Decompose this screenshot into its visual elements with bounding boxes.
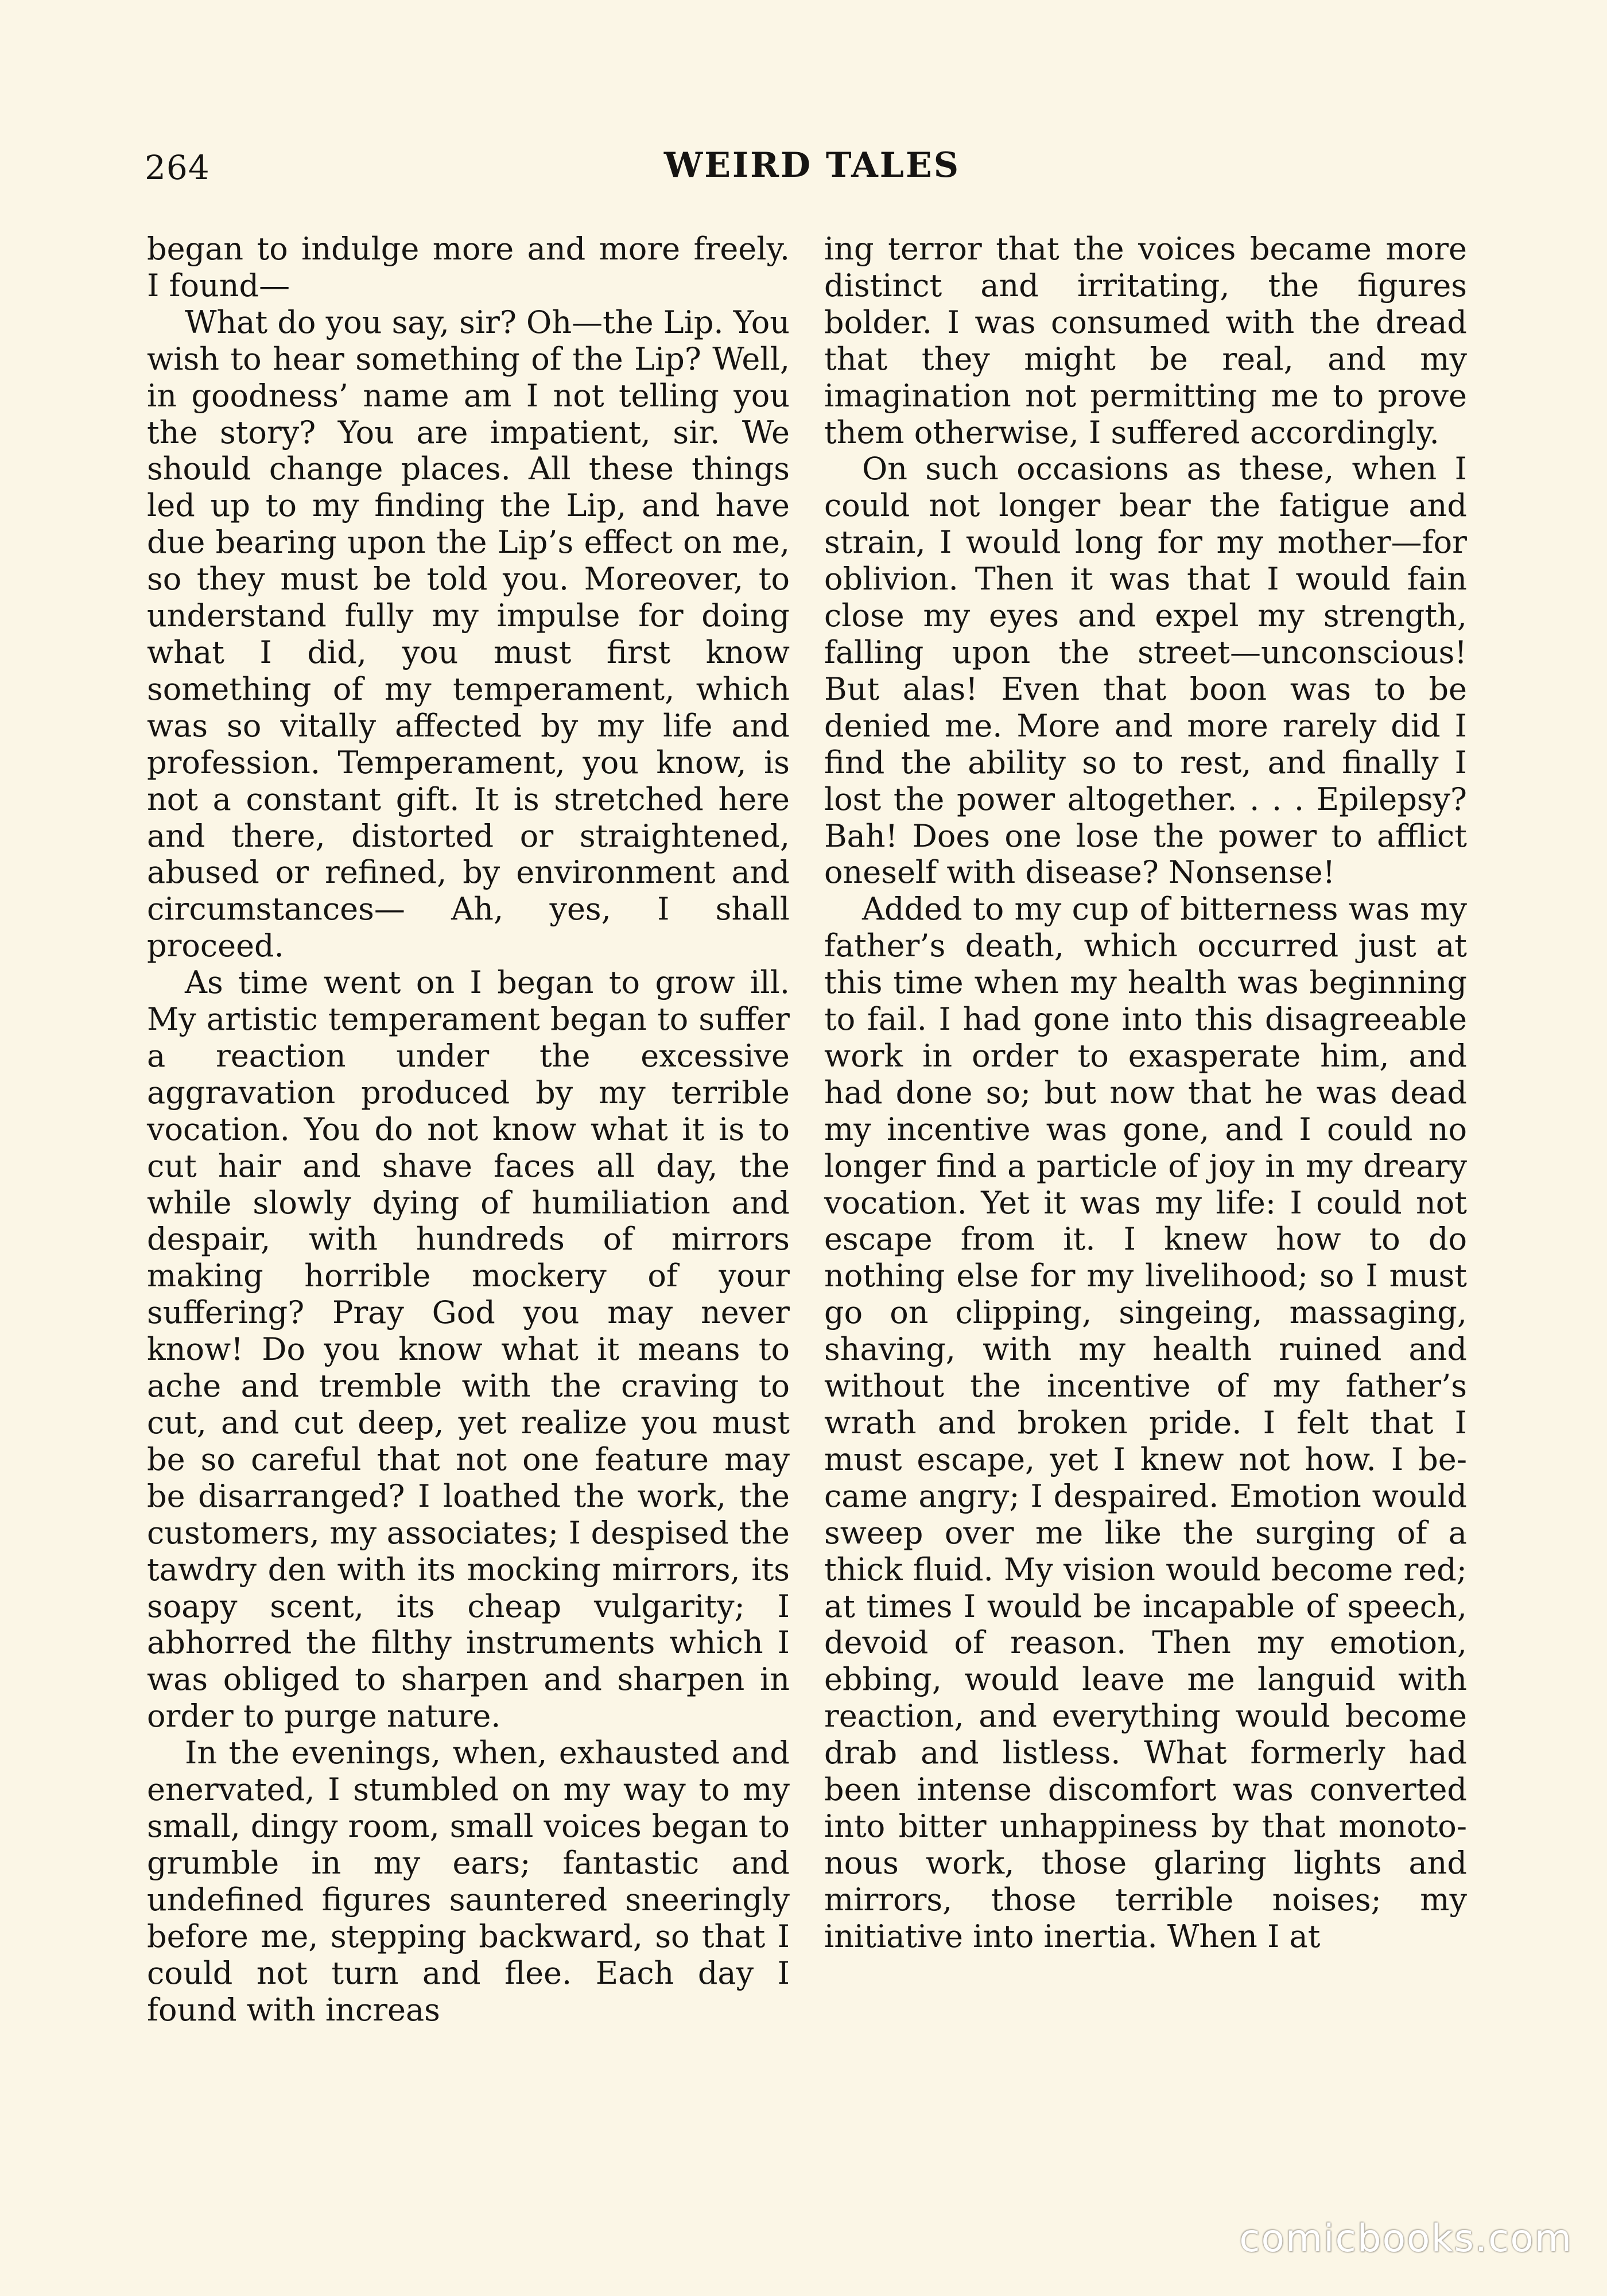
running-head: WEIRD TALES [663,145,961,185]
page-number: 264 [145,148,210,187]
right-column [824,231,1467,1955]
paragraph: In the evenings, when, exhausted and enervated, I stumbled on my way to my small, dingy room, small voices began to grumble in my ears; fantastic and undefined figures sauntered sneeringly before me, stepping backward, so that I could not turn and flee. Each day I found with increas [147,1735,790,2028]
paragraph: ing terror that the voices became more distinct and irritating, the figures bolder. I was consumed with the dread that they might be real, and my imagination not permitting me to prove them otherwise, I suffered accordingly. [824,231,1467,451]
paragraph: Added to my cup of bitterness was my father’s death, which occurred just at this time when my health was beginning to fail. I had gone into this disagreeable work in order to exasperate him, and had done so; but now that he was dead my incentive was gone, and I could no longer find a particle of joy in my dreary vocation. Yet it was my life: I could not escape from it. I knew how to do nothing else for my livelihood; so I must go on clipping, singeing, massaging, shaving, with my health ruined and without the incentive of my father’s wrath and broken pride. I felt that I must escape, yet I knew not how. I became angry; I despaired. Emotion would sweep over me like the surging of a thick fluid. My vision would become red; at times I would be incapable of speech, devoid of reason. Then my emotion, ebbing, would leave me languid with reaction, and everything would become drab and listless. What formerly had been intense discomfort was converted into bitter unhappiness by that monotonous work, those glaring lights and mirrors, those terrible noises; my initiative into inertia. When I at [824,891,1467,1954]
paragraph: As time went on I began to grow ill. My artistic temperament began to suffer a reaction under the excessive aggravation produced by my terrible vocation. You do not know what it is to cut hair and shave faces all day, the while slowly dying of humiliation and despair, with hundreds of mirrors making horrible mockery of your suffering? Pray God you may never know! Do you know what it means to ache and tremble with the craving to cut, and cut deep, yet realize you must be so careful that not one feature may be disarranged? I loathed the work, the customers, my associates; I despised the tawdry den with its mocking mirrors, its soapy scent, its cheap vulgarity; I abhorred the filthy instruments which I was obliged to sharpen and sharpen in order to purge nature. [147,964,790,1735]
paragraph: began to indulge more and more freely. I found— [147,231,790,304]
watermark-logo: comicbooks.com [1239,2216,1573,2260]
left-column [147,231,790,2028]
paragraph: On such occasions as these, when I could not longer bear the fatigue and strain, I would long for my mother—for oblivion. Then it was that I would fain close my eyes and expel my strength, falling upon the street—unconscious! But alas! Even that boon was to be denied me. More and more rarely did I find the ability so to rest, and finally I lost the power altogether. . . . Epilepsy? Bah! Does one lose the power to afflict oneself with disease? Nonsense! [824,451,1467,891]
paragraph: What do you say, sir? Oh—the Lip. You wish to hear something of the Lip? Well, in goodness’ name am I not telling you the story? You are impatient, sir. We should change places. All these things led up to my finding the Lip, and have due bearing upon the Lip’s effect on me, so they must be told you. Moreover, to understand fully my impulse for doing what I did, you must first know something of my temperament, which was so vitally affected by my life and profession. Temperament, you know, is not a constant gift. It is stretched here and there, distorted or straightened, abused or refined, by environment and circumstances— Ah, yes, I shall proceed. [147,304,790,964]
